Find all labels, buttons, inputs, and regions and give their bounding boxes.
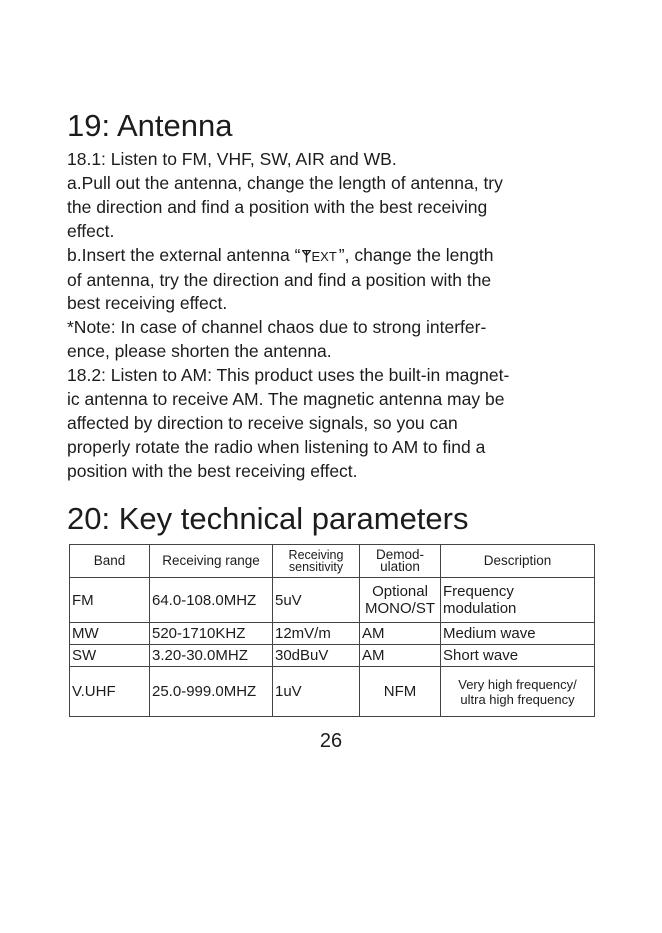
text-line: affected by direction to receive signals, so you can bbox=[67, 412, 458, 433]
cell-line: Optional bbox=[372, 583, 428, 600]
header-line: Demod- bbox=[375, 547, 424, 562]
header-receiving-sensitivity bbox=[273, 545, 360, 578]
header-band: Band bbox=[70, 545, 150, 578]
cell-demodulation: AM bbox=[360, 645, 441, 667]
text-line: position with the best receiving effect. bbox=[67, 460, 358, 481]
antenna-instructions bbox=[67, 148, 595, 484]
external-antenna-symbol bbox=[302, 244, 336, 269]
page-number: 26 bbox=[319, 730, 343, 752]
text-line: properly rotate the radio when listening to AM to find a bbox=[67, 436, 486, 457]
cell-band: SW bbox=[70, 645, 150, 667]
cell-demodulation bbox=[360, 578, 441, 623]
table-row-vuhf bbox=[70, 667, 595, 717]
text-line: 18.1: Listen to FM, VHF, SW, AIR and WB. bbox=[67, 149, 397, 169]
cell-line: MONO/ST bbox=[365, 600, 435, 617]
text-fragment: b.Insert the external antenna “ bbox=[67, 244, 301, 265]
cell-line: Very high frequency/ bbox=[458, 676, 577, 692]
text-line: of antenna, try the direction and find a position with the bbox=[67, 269, 492, 290]
text-line: best receiving effect. bbox=[67, 293, 228, 314]
text-fragment: ”, change the length bbox=[338, 244, 494, 265]
cell-line: Frequency bbox=[443, 583, 514, 600]
cell-description: Medium wave bbox=[441, 623, 595, 645]
header-receiving-range: Receiving range bbox=[150, 545, 273, 578]
text-line: effect. bbox=[67, 220, 115, 241]
cell-range: 3.20-30.0MHZ bbox=[150, 645, 273, 667]
text-line: ic antenna to receive AM. The magnetic antenna may be bbox=[67, 389, 505, 410]
text-line: 18.2: Listen to AM: This product uses the built-in magnet- bbox=[67, 365, 510, 386]
cell-line: ultra high frequency bbox=[460, 691, 575, 707]
ext-label: EXT bbox=[311, 248, 337, 264]
header-description: Description bbox=[441, 545, 595, 578]
cell-band: FM bbox=[70, 578, 150, 623]
cell-range: 25.0-999.0MHZ bbox=[150, 667, 273, 717]
section-heading-parameters: 20: Key technical parameters bbox=[67, 501, 469, 536]
cell-range: 64.0-108.0MHZ bbox=[150, 578, 273, 623]
cell-description bbox=[441, 667, 595, 717]
cell-band: V.UHF bbox=[70, 667, 150, 717]
header-line: sensitivity bbox=[288, 560, 344, 574]
header-line: ulation bbox=[380, 559, 420, 574]
header-demodulation bbox=[360, 545, 441, 578]
text-line: *Note: In case of channel chaos due to strong interfer- bbox=[67, 317, 487, 338]
text-line-external-antenna bbox=[67, 244, 595, 269]
table-header-row bbox=[70, 545, 595, 578]
parameters-table bbox=[69, 544, 595, 717]
cell-demodulation: NFM bbox=[360, 667, 441, 717]
cell-sensitivity: 30dBuV bbox=[273, 645, 360, 667]
section-heading-antenna: 19: Antenna bbox=[67, 108, 233, 143]
cell-range: 520-1710KHZ bbox=[150, 623, 273, 645]
header-line: Receiving bbox=[288, 548, 344, 562]
cell-sensitivity: 12mV/m bbox=[273, 623, 360, 645]
table-row-mw bbox=[70, 623, 595, 645]
text-line: ence, please shorten the antenna. bbox=[67, 341, 332, 362]
table-row-sw bbox=[70, 645, 595, 667]
table-row-fm bbox=[70, 578, 595, 623]
text-line: a.Pull out the antenna, change the length of antenna, try bbox=[67, 172, 503, 193]
cell-line: modulation bbox=[443, 600, 517, 617]
cell-description: Short wave bbox=[441, 645, 595, 667]
cell-sensitivity: 1uV bbox=[273, 667, 360, 717]
cell-band: MW bbox=[70, 623, 150, 645]
cell-description bbox=[441, 578, 595, 623]
cell-demodulation: AM bbox=[360, 623, 441, 645]
cell-sensitivity: 5uV bbox=[273, 578, 360, 623]
text-line: the direction and find a position with the best receiving bbox=[67, 196, 488, 217]
